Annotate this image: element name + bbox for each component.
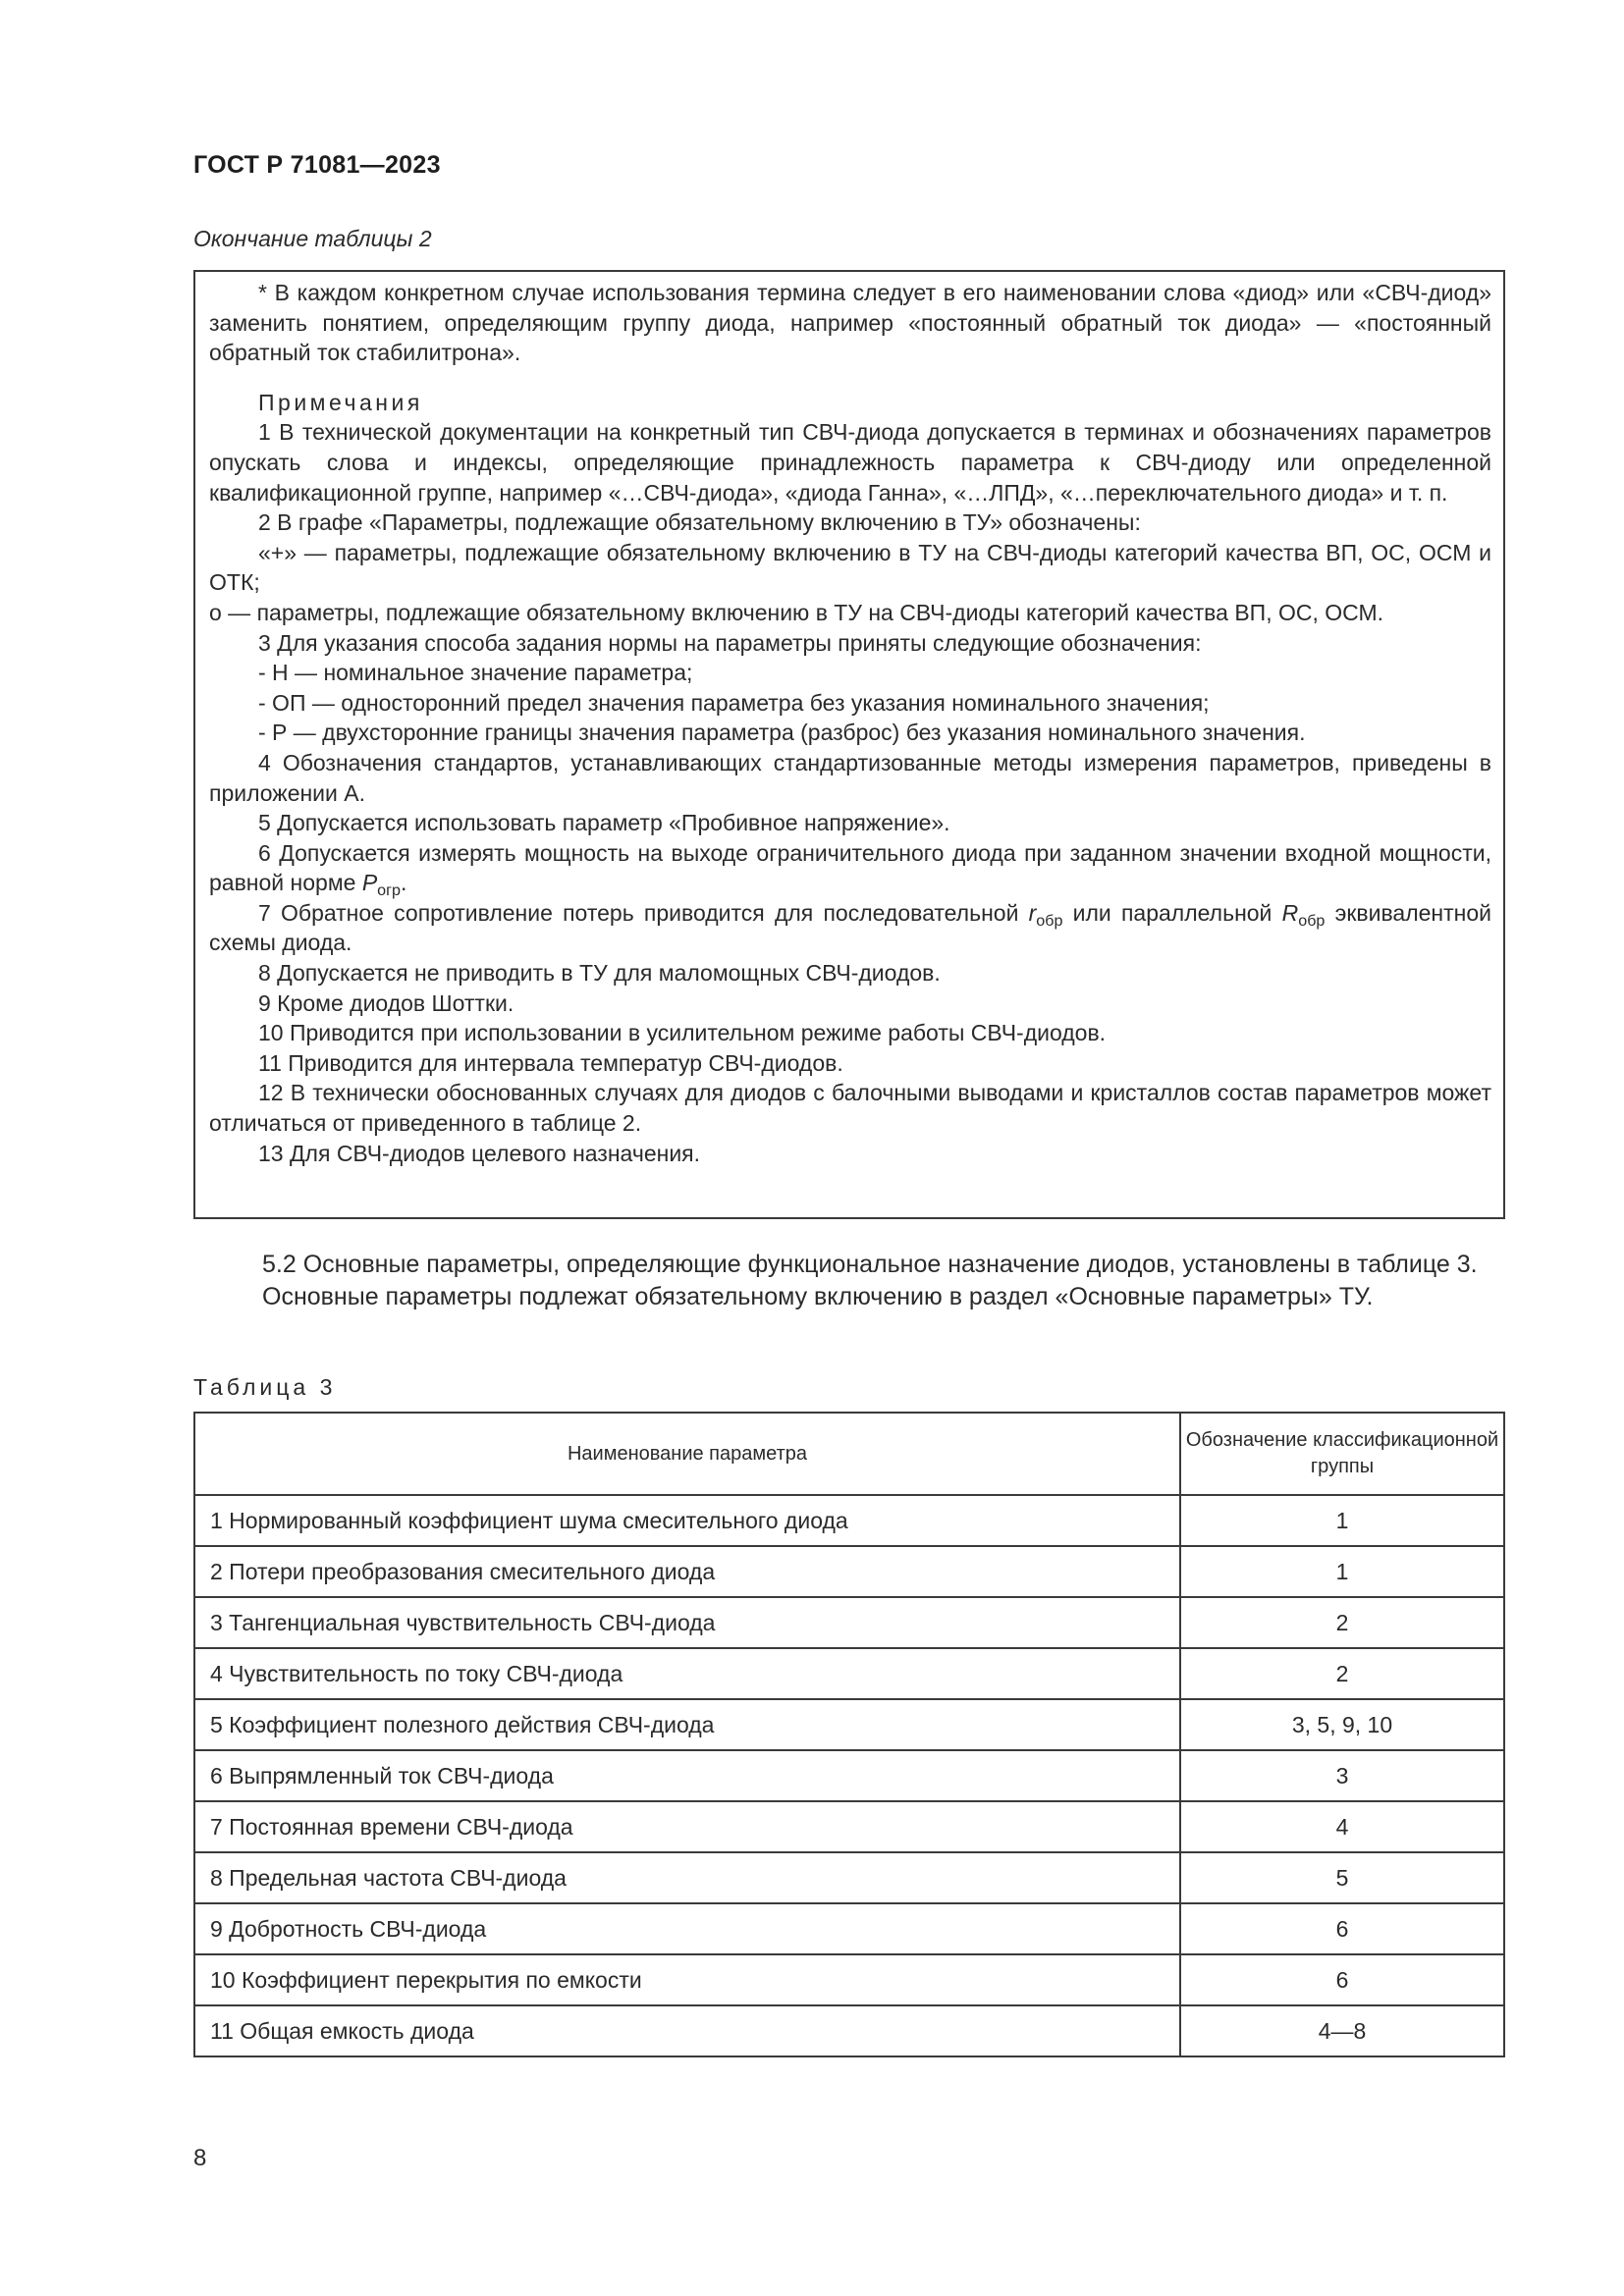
group-code-cell: 1 [1180,1546,1504,1597]
table-row [194,1954,1504,2005]
group-code-cell: 6 [1180,1954,1504,2005]
table-row [194,1597,1504,1648]
r-series-symbol: r [1028,899,1037,926]
document-title: ГОСТ Р 71081—2023 [193,151,441,179]
paragraph-main-params: Основные параметры подлежат обязательному включению в раздел «Основные параметры» ТУ. [262,1283,1374,1310]
paragraph-5-2: 5.2 Основные параметры, определяющие функциональное назначение диодов, установлены в таблице 3. [262,1251,1478,1278]
note-3-op: - ОП — односторонний предел значения параметра без указания номинального значения; [258,689,1210,716]
group-code-cell: 4—8 [1180,2005,1504,2056]
table-row [194,1546,1504,1597]
note-10: 10 Приводится при использовании в усилительном режиме работы СВЧ-диодов. [258,1020,1107,1046]
group-code-cell: 2 [1180,1597,1504,1648]
group-code-cell: 6 [1180,1903,1504,1954]
param-name-cell: 7 Постоянная времени СВЧ-диода [194,1801,1180,1852]
p-subscript: огр [377,881,401,900]
notes-box [193,270,1505,1219]
note-13: 13 Для СВЧ-диодов целевого назначения. [258,1140,701,1166]
note-3-r: - Р — двухсторонние границы значения параметра (разброс) без указания номинального значения. [258,720,1306,746]
note-5: 5 Допускается использовать параметр «Пробивное напряжение». [258,810,950,836]
note-4: 4 Обозначения стандартов, устанавливающих стандартизованные методы измерения параметров, приведены в приложении А. [209,749,1491,806]
group-code-cell: 1 [1180,1495,1504,1546]
table-body [194,1495,1504,2056]
group-code-cell: 2 [1180,1648,1504,1699]
table-row [194,1699,1504,1750]
col-header-name: Наименование параметра [194,1413,1180,1495]
note-2: 2 В графе «Параметры, подлежащие обязательному включению в ТУ» обозначены: [258,509,1141,536]
table-3 [193,1412,1505,2057]
param-name-cell: 1 Нормированный коэффициент шума смесительного диода [194,1495,1180,1546]
r-parallel-symbol: R [1281,899,1299,926]
param-name-cell: 2 Потери преобразования смесительного диода [194,1546,1180,1597]
note-7-c: эквивалентной схемы диода. [209,899,1491,956]
note-8: 8 Допускается не приводить в ТУ для маломощных СВЧ-диодов. [258,960,941,987]
table-row [194,1648,1504,1699]
note-6 [209,838,1491,898]
group-code-cell: 3, 5, 9, 10 [1180,1699,1504,1750]
note-3: 3 Для указания способа задания нормы на параметры приняты следующие обозначения: [258,629,1202,656]
r-parallel-subscript: обр [1298,911,1326,930]
note-1: 1 В технической документации на конкретный тип СВЧ-диода допускается в терминах и обозначениях параметров опускать слова и индексы, определяющие принадлежность параметра к СВЧ-диоду или определенной квалификационной группе, например «…СВЧ-диода», «диода Ганна», «…ЛПД», «…переключательного диода» и т. п. [209,419,1491,506]
spacer [209,368,1491,388]
note-2-o: о — параметры, подлежащие обязательному включению в ТУ на СВЧ-диоды категорий качества ВП, ОС, ОСМ. [209,599,1384,625]
note-3-h: - Н — номинальное значение параметра; [258,660,693,686]
param-name-cell: 10 Коэффициент перекрытия по емкости [194,1954,1180,2005]
table-row [194,1903,1504,1954]
group-code-cell: 5 [1180,1852,1504,1903]
note-7 [209,898,1491,958]
table-row [194,1801,1504,1852]
param-name-cell: 8 Предельная частота СВЧ-диода [194,1852,1180,1903]
note-7-b: или параллельной [1062,899,1282,926]
group-code-cell: 3 [1180,1750,1504,1801]
param-name-cell: 3 Тангенциальная чувствительность СВЧ-диода [194,1597,1180,1648]
note-12: 12 В технически обоснованных случаях для диодов с балочными выводами и кристаллов состав параметров может отличаться от приведенного в таблице 2. [209,1080,1491,1137]
note-11: 11 Приводится для интервала температур СВЧ-диодов. [258,1049,843,1076]
param-name-cell: 9 Добротность СВЧ-диода [194,1903,1180,1954]
footnote: * В каждом конкретном случае использования термина следует в его наименовании слова «диод» или «СВЧ-диод» заменить понятием, определяющим группу диода, например «постоянный обратный ток диода» — «постоянный обратный ток стабилитрона». [209,280,1491,366]
note-2-plus: «+» — параметры, подлежащие обязательному включению в ТУ на СВЧ-диоды категорий качества ВП, ОС, ОСМ и ОТК; [209,539,1491,596]
table-row [194,2005,1504,2056]
param-name-cell: 11 Общая емкость диода [194,2005,1180,2056]
table-continuation-caption: Окончание таблицы 2 [193,226,432,251]
note-6-end: . [400,870,407,896]
body-text [193,1249,1505,1313]
table-row [194,1852,1504,1903]
param-name-cell: 5 Коэффициент полезного действия СВЧ-диода [194,1699,1180,1750]
note-7-a: 7 Обратное сопротивление потерь приводится для последовательной [258,899,1029,926]
param-name-cell: 4 Чувствительность по току СВЧ-диода [194,1648,1180,1699]
table-header-row [194,1413,1504,1495]
page-number: 8 [193,2145,207,2171]
table-3-label: Таблица 3 [193,1374,337,1400]
p-symbol: P [361,870,378,896]
note-6-text: 6 Допускается измерять мощность на выходе ограничительного диода при заданном значении входной мощности, равной норме [209,839,1491,896]
group-code-cell: 4 [1180,1801,1504,1852]
table-row [194,1495,1504,1546]
notes-heading: Примечания [258,389,423,415]
param-name-cell: 6 Выпрямленный ток СВЧ-диода [194,1750,1180,1801]
col-header-code: Обозначение классификационной группы [1180,1413,1504,1495]
r-series-subscript: обр [1036,911,1063,930]
note-9: 9 Кроме диодов Шоттки. [258,989,514,1016]
table-row [194,1750,1504,1801]
